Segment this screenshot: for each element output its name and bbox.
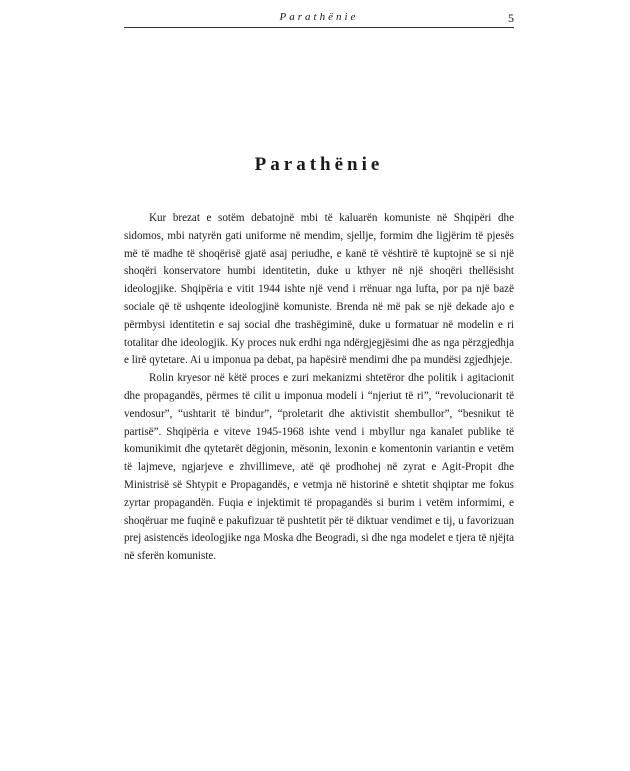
running-header [124, 11, 514, 28]
paragraph: Kur brezat e sotëm debatojnë mbi të kaluarën komuniste në Shqipëri dhe sidomos, mbi natyrën gati uniforme në mendim, sjellje, formim dhe ligjërim të pjesës më të madhe të shoqërisë gjatë asaj periudhe, e kanë të vështirë të kuptojnë se si një shoqëri konservatore humbi identitetin, duke u kthyer në një shoqëri thellësisht ideologjike. Shqipëria e vitit 1944 ishte një vend i rrënuar nga lufta, por pa një bazë sociale që të ushqente ideologjinë komuniste. Brenda në më pak se një dekade ajo e përmbysi identitetin e saj social dhe trashëgiminë, duke u formatuar në modelin e ri totalitar dhe ideologjik. Ky proces nuk erdhi nga ndërgjegjësimi dhe as nga përzgjedhja e lirë qytetare. Ai u imponua pa debat, pa hapësirë mendimi dhe pa mundësi zgjedhjeje. [124, 212, 514, 367]
chapter-title: Parathënie [254, 154, 384, 175]
running-title: Parathënie [279, 11, 359, 23]
page-number: 5 [508, 11, 514, 25]
paragraph: Rolin kryesor në këtë proces e zuri mekanizmi shtetëror dhe politik i agitacionit dhe propagandës, përmes të cilit u imponua modeli i “njeriut të ri”, “revolucionarit të vendosur”, “ushtarit të bindur”, “proletarit dhe aktivistit shembullor”, “besnikut të partisë”. Shqipëria e viteve 1945-1968 ishte vend i mbyllur nga kanalet publike të komunikimit dhe qytetarët dëgjonin, mësonin, lexonin e komentonin variantin e vetëm të lajmeve, ngjarjeve e zhvillimeve, atë që prodhohej në zyrat e Agit-Propit dhe Ministrisë së Shtypit e Propagandës, e vetmja në historinë e shtetit shqiptar me fokus zyrtar propagandën. Fuqia e injektimit të propagandës si burim i vetëm informimi, e shoqëruar me fuqinë e pakufizuar të pushtetit për të diktuar vendimet e tij, u favorizuan prej asistencës ideologjike nga Moska dhe Beogradi, si dhe nga modelet e tjera të njëjta në sferën komuniste. [124, 372, 514, 563]
body-text [124, 210, 514, 566]
